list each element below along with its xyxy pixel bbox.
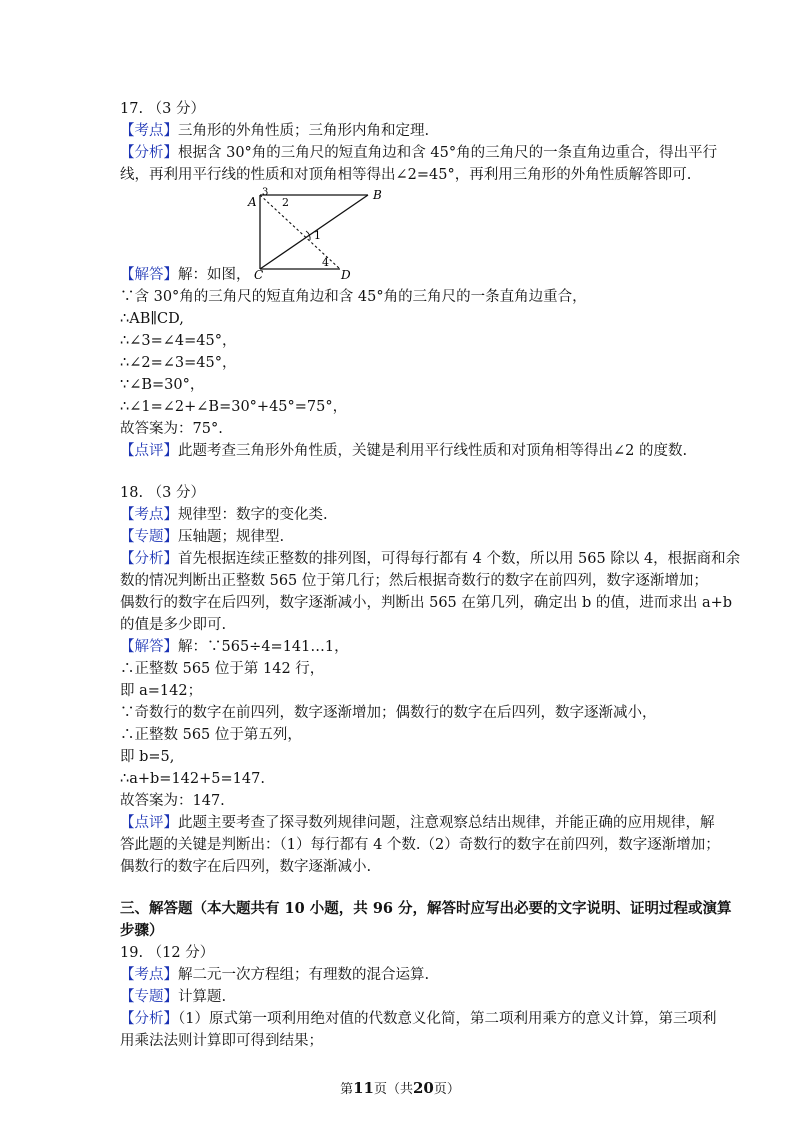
q19-zhuanti: 【专题】计算题. — [120, 989, 227, 1005]
angle-label-2: 2 — [282, 196, 289, 209]
jieda-tag: 【解答】 — [120, 639, 178, 655]
label-C: C — [254, 268, 264, 280]
page-footer: 第11页（共20页） — [340, 1079, 460, 1097]
label-B: B — [373, 188, 382, 202]
total-page-number: 20 — [413, 1079, 434, 1097]
q18-fenxi-line3: 偶数行的数字在后四列，数字逐渐减小，判断出 565 在第几列，确定出 b 的值，进而求出 a+b — [120, 595, 733, 611]
q17-dianping: 【点评】此题考查三角形外角性质，关键是利用平行线性质和对顶角相等得出∠2 的度数. — [120, 443, 688, 459]
kaodian-text: 三角形的外角性质；三角形内角和定理. — [178, 123, 430, 139]
q19-fenxi-line1: 【分析】（1）原式第一项利用绝对值的代数意义化简，第二项利用乘方的意义计算，第三项利 — [120, 1011, 717, 1027]
label-D: D — [341, 268, 351, 280]
q18-fenxi-line4: 的值是多少即可. — [120, 617, 227, 633]
q17-step4: ∴∠2=∠3=45°， — [120, 355, 237, 371]
q18-dianping-line3: 偶数行的数字在后四列，数字逐渐减小. — [120, 859, 372, 875]
q18-jieda: 【解答】解：∵565÷4=141…1， — [120, 639, 349, 655]
q17-fenxi-line1: 【分析】根据含 30°角的三角尺的短直角边和含 45°角的三角尺的一条直角边重合，得出平行 — [120, 145, 718, 161]
dianping-tag: 【点评】 — [120, 443, 178, 459]
section3-title-line1: 三、解答题（本大题共有 10 小题，共 96 分，解答时应写出必要的文字说明、证明过程或演算 — [120, 900, 732, 917]
zhuanti-tag: 【专题】 — [120, 989, 178, 1005]
q18-step5: 即 b=5, — [120, 749, 175, 765]
q19-header: 19. （12 分） — [120, 945, 215, 961]
q18-step4: ∴正整数 565 位于第五列， — [120, 727, 302, 743]
fenxi-tag: 【分析】 — [120, 551, 178, 567]
kaodian-tag: 【考点】 — [120, 967, 178, 983]
angle-label-1: 1 — [314, 229, 321, 242]
q18-step2: 即 a=142； — [120, 683, 203, 699]
q17-header: 17. （3 分） — [120, 101, 206, 117]
q18-dianping-line1: 【点评】此题主要考查了探寻数列规律问题，注意观察总结出规律，并能正确的应用规律，解 — [120, 815, 715, 831]
q17-kaodian — [120, 122, 429, 140]
q17-fenxi-line2: 线，再利用平行线的性质和对顶角相等得出∠2=45°，再利用三角形的外角性质解答即可. — [120, 167, 692, 183]
angle-label-4: 4 — [322, 256, 329, 269]
q17-triangle-figure — [240, 184, 390, 280]
q18-step6: ∴a+b=142+5=147. — [120, 771, 265, 787]
kaodian-tag: 【考点】 — [120, 123, 178, 139]
q17-step7: 故答案为：75°. — [120, 421, 223, 437]
q18-fenxi-line2: 数的情况判断出正整数 565 位于第几行；然后根据奇数行的数字在前四列，数字逐渐增加； — [120, 573, 708, 589]
fenxi-tag: 【分析】 — [120, 1011, 178, 1027]
q17-step2: ∴AB∥CD, — [120, 311, 184, 327]
q18-step7: 故答案为：147. — [120, 793, 225, 809]
jieda-tag: 【解答】 — [120, 267, 178, 283]
q17-step3: ∴∠3=∠4=45°， — [120, 333, 237, 349]
q18-kaodian: 【考点】规律型：数字的变化类. — [120, 507, 328, 523]
fenxi-tag: 【分析】 — [120, 145, 178, 161]
angle-label-3: 3 — [262, 187, 269, 198]
q17-step1: ∵含 30°角的三角尺的短直角边和含 45°角的三角尺的一条直角边重合， — [120, 289, 587, 305]
dianping-tag: 【点评】 — [120, 815, 178, 831]
section3-title-line2: 步骤） — [120, 922, 164, 939]
q17-step5: ∵∠B=30°， — [120, 377, 205, 393]
q18-zhuanti: 【专题】压轴题；规律型. — [120, 529, 285, 545]
kaodian-tag: 【考点】 — [120, 507, 178, 523]
q18-fenxi-line1: 【分析】首先根据连续正整数的排列图，可得每行都有 4 个数，所以用 565 除以 4，根据商和余 — [120, 551, 741, 567]
q19-fenxi-line2: 用乘法法则计算即可得到结果； — [120, 1033, 323, 1049]
label-A: A — [248, 195, 257, 209]
current-page-number: 11 — [353, 1079, 374, 1097]
q18-dianping-line2: 答此题的关键是判断出：（1）每行都有 4 个数.（2）奇数行的数字在前四列，数字逐渐增加； — [120, 837, 720, 853]
q19-kaodian: 【考点】解二元一次方程组；有理数的混合运算. — [120, 967, 430, 983]
q17-step6: ∴∠1=∠2+∠B=30°+45°=75°， — [120, 399, 348, 415]
q18-step3: ∵奇数行的数字在前四列，数字逐渐增加；偶数行的数字在后四列，数字逐渐减小， — [120, 705, 657, 721]
q18-header: 18. （3 分） — [120, 485, 206, 501]
q18-step1: ∴正整数 565 位于第 142 行， — [120, 661, 325, 677]
q17-jieda: 【解答】解：如图， — [120, 267, 251, 283]
zhuanti-tag: 【专题】 — [120, 529, 178, 545]
